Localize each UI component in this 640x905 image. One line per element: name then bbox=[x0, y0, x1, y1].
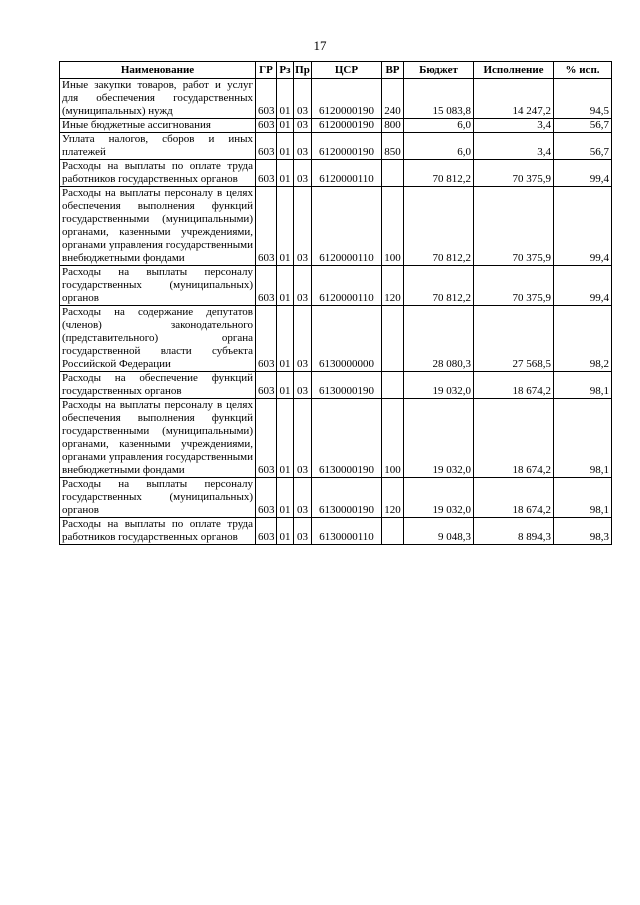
cell-percent: 98,1 bbox=[554, 478, 612, 518]
header-execution: Исполнение bbox=[474, 62, 554, 79]
cell-execution: 3,4 bbox=[474, 133, 554, 160]
page-number: 17 bbox=[313, 38, 327, 53]
cell-pr: 03 bbox=[294, 266, 312, 306]
cell-name: Расходы на выплаты по оплате труда работников государственных органов bbox=[60, 160, 256, 187]
cell-name: Расходы на выплаты по оплате труда работников государственных органов bbox=[60, 518, 256, 545]
cell-gr: 603 bbox=[256, 187, 277, 266]
header-name: Наименование bbox=[60, 62, 256, 79]
cell-budget: 28 080,3 bbox=[404, 306, 474, 372]
cell-rz: 01 bbox=[277, 372, 294, 399]
cell-name: Расходы на выплаты персоналу в целях обеспечения выполнения функций государственными (муниципальными) органами, казенными учреждениями, органами управления государственными внебюджетными фондами bbox=[60, 399, 256, 478]
cell-vr: 100 bbox=[382, 399, 404, 478]
table-row bbox=[60, 133, 612, 160]
cell-budget: 70 812,2 bbox=[404, 160, 474, 187]
cell-vr bbox=[382, 518, 404, 545]
cell-percent: 99,4 bbox=[554, 187, 612, 266]
cell-pr: 03 bbox=[294, 79, 312, 119]
cell-gr: 603 bbox=[256, 160, 277, 187]
cell-csr: 6130000190 bbox=[312, 372, 382, 399]
cell-pr: 03 bbox=[294, 187, 312, 266]
table-row bbox=[60, 160, 612, 187]
cell-csr: 6120000110 bbox=[312, 187, 382, 266]
cell-vr bbox=[382, 372, 404, 399]
cell-pr: 03 bbox=[294, 133, 312, 160]
cell-budget: 6,0 bbox=[404, 119, 474, 133]
cell-gr: 603 bbox=[256, 266, 277, 306]
cell-csr: 6130000000 bbox=[312, 306, 382, 372]
cell-budget: 19 032,0 bbox=[404, 478, 474, 518]
cell-name: Уплата налогов, сборов и иных платежей bbox=[60, 133, 256, 160]
cell-rz: 01 bbox=[277, 399, 294, 478]
cell-execution: 3,4 bbox=[474, 119, 554, 133]
cell-csr: 6130000110 bbox=[312, 518, 382, 545]
cell-rz: 01 bbox=[277, 266, 294, 306]
cell-rz: 01 bbox=[277, 478, 294, 518]
cell-pr: 03 bbox=[294, 478, 312, 518]
header-pr: Пр bbox=[294, 62, 312, 79]
cell-vr bbox=[382, 306, 404, 372]
cell-percent: 56,7 bbox=[554, 119, 612, 133]
cell-pr: 03 bbox=[294, 119, 312, 133]
cell-execution: 27 568,5 bbox=[474, 306, 554, 372]
cell-gr: 603 bbox=[256, 372, 277, 399]
table-row bbox=[60, 119, 612, 133]
cell-gr: 603 bbox=[256, 119, 277, 133]
cell-percent: 56,7 bbox=[554, 133, 612, 160]
cell-execution: 70 375,9 bbox=[474, 266, 554, 306]
cell-csr: 6130000190 bbox=[312, 478, 382, 518]
cell-percent: 98,3 bbox=[554, 518, 612, 545]
cell-percent: 98,1 bbox=[554, 372, 612, 399]
cell-csr: 6120000190 bbox=[312, 119, 382, 133]
cell-execution: 18 674,2 bbox=[474, 399, 554, 478]
cell-rz: 01 bbox=[277, 79, 294, 119]
cell-pr: 03 bbox=[294, 306, 312, 372]
cell-percent: 99,4 bbox=[554, 266, 612, 306]
table-row bbox=[60, 399, 612, 478]
cell-vr: 100 bbox=[382, 187, 404, 266]
cell-budget: 70 812,2 bbox=[404, 266, 474, 306]
table-row bbox=[60, 478, 612, 518]
cell-pr: 03 bbox=[294, 399, 312, 478]
cell-name: Расходы на выплаты персоналу государственных (муниципальных) органов bbox=[60, 266, 256, 306]
cell-csr: 6120000110 bbox=[312, 266, 382, 306]
cell-percent: 94,5 bbox=[554, 79, 612, 119]
cell-name: Расходы на выплаты персоналу государственных (муниципальных) органов bbox=[60, 478, 256, 518]
cell-gr: 603 bbox=[256, 478, 277, 518]
cell-execution: 8 894,3 bbox=[474, 518, 554, 545]
cell-rz: 01 bbox=[277, 518, 294, 545]
cell-rz: 01 bbox=[277, 306, 294, 372]
cell-pr: 03 bbox=[294, 518, 312, 545]
table-header-row bbox=[60, 62, 612, 79]
cell-pr: 03 bbox=[294, 160, 312, 187]
cell-execution: 70 375,9 bbox=[474, 160, 554, 187]
cell-vr: 120 bbox=[382, 266, 404, 306]
cell-name: Иные бюджетные ассигнования bbox=[60, 119, 256, 133]
cell-csr: 6130000190 bbox=[312, 399, 382, 478]
cell-budget: 15 083,8 bbox=[404, 79, 474, 119]
cell-budget: 19 032,0 bbox=[404, 399, 474, 478]
cell-rz: 01 bbox=[277, 160, 294, 187]
cell-rz: 01 bbox=[277, 187, 294, 266]
header-percent: % исп. bbox=[554, 62, 612, 79]
cell-rz: 01 bbox=[277, 133, 294, 160]
table-row bbox=[60, 306, 612, 372]
cell-percent: 98,1 bbox=[554, 399, 612, 478]
cell-budget: 70 812,2 bbox=[404, 187, 474, 266]
cell-execution: 18 674,2 bbox=[474, 478, 554, 518]
table-body bbox=[60, 79, 612, 545]
table-row bbox=[60, 518, 612, 545]
cell-gr: 603 bbox=[256, 133, 277, 160]
cell-rz: 01 bbox=[277, 119, 294, 133]
cell-vr bbox=[382, 160, 404, 187]
cell-execution: 18 674,2 bbox=[474, 372, 554, 399]
cell-budget: 6,0 bbox=[404, 133, 474, 160]
cell-gr: 603 bbox=[256, 518, 277, 545]
cell-csr: 6120000190 bbox=[312, 79, 382, 119]
table-row bbox=[60, 79, 612, 119]
header-csr: ЦСР bbox=[312, 62, 382, 79]
table-row bbox=[60, 266, 612, 306]
header-budget: Бюджет bbox=[404, 62, 474, 79]
cell-gr: 603 bbox=[256, 79, 277, 119]
header-gr: ГР bbox=[256, 62, 277, 79]
table-row bbox=[60, 372, 612, 399]
cell-csr: 6120000190 bbox=[312, 133, 382, 160]
cell-budget: 9 048,3 bbox=[404, 518, 474, 545]
cell-gr: 603 bbox=[256, 306, 277, 372]
cell-pr: 03 bbox=[294, 372, 312, 399]
cell-csr: 6120000110 bbox=[312, 160, 382, 187]
cell-gr: 603 bbox=[256, 399, 277, 478]
header-vr: ВР bbox=[382, 62, 404, 79]
budget-table bbox=[59, 61, 612, 545]
cell-name: Расходы на выплаты персоналу в целях обеспечения выполнения функций государственными (муниципальными) органами, казенными учреждениями, органами управления государственными внебюджетными фондами bbox=[60, 187, 256, 266]
cell-vr: 240 bbox=[382, 79, 404, 119]
header-rz: Рз bbox=[277, 62, 294, 79]
cell-name: Расходы на обеспечение функций государственных органов bbox=[60, 372, 256, 399]
cell-execution: 70 375,9 bbox=[474, 187, 554, 266]
cell-budget: 19 032,0 bbox=[404, 372, 474, 399]
cell-name: Расходы на содержание депутатов (членов) законодательного (представительного) органа государственной власти субъекта Российской Федерации bbox=[60, 306, 256, 372]
cell-percent: 98,2 bbox=[554, 306, 612, 372]
cell-vr: 850 bbox=[382, 133, 404, 160]
cell-execution: 14 247,2 bbox=[474, 79, 554, 119]
cell-percent: 99,4 bbox=[554, 160, 612, 187]
cell-name: Иные закупки товаров, работ и услуг для обеспечения государственных (муниципальных) нужд bbox=[60, 79, 256, 119]
cell-vr: 120 bbox=[382, 478, 404, 518]
table-row bbox=[60, 187, 612, 266]
cell-vr: 800 bbox=[382, 119, 404, 133]
